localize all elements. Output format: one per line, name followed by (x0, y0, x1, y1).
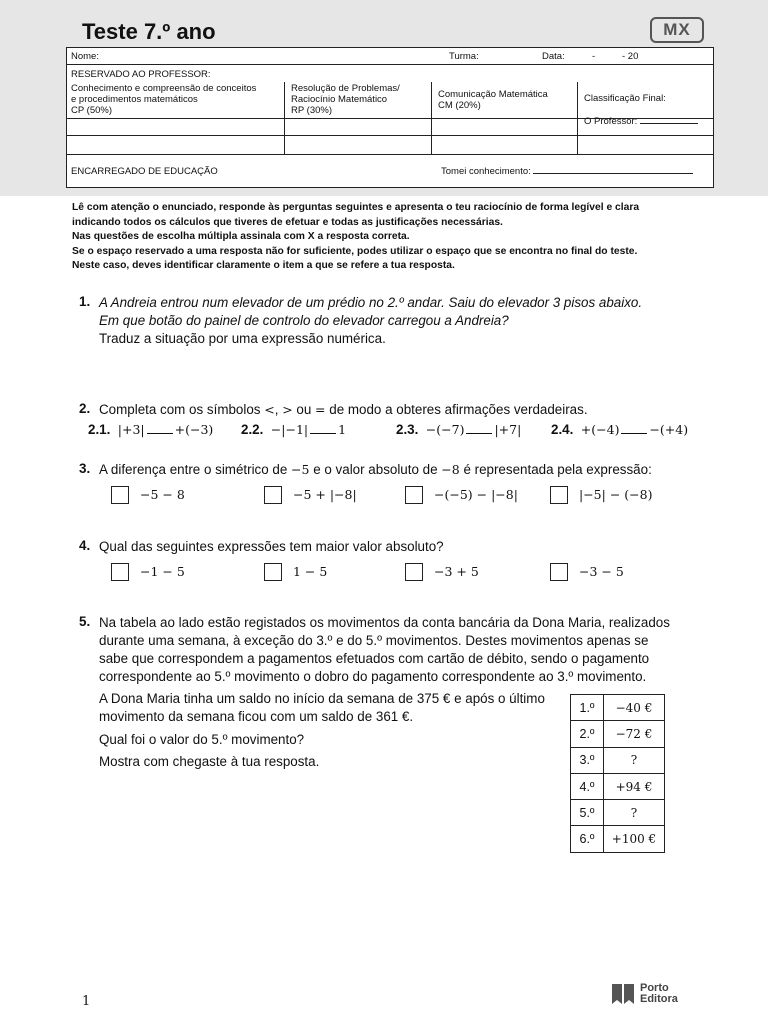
table-row (571, 800, 665, 826)
cp-label-2: e procedimentos matemáticos (71, 94, 198, 105)
instruction-line: Neste caso, deves identificar claramente o item a que se refere a tua resposta. (72, 260, 455, 272)
class-label: Turma: (449, 51, 479, 62)
q5-line: Mostra com chegaste à tua resposta. (99, 754, 320, 769)
reserved-label: RESERVADO AO PROFESSOR: (71, 69, 211, 80)
movement-number: 5.º (571, 800, 604, 826)
checkbox[interactable] (550, 563, 568, 581)
q3-number: 3. (79, 461, 91, 476)
movement-value: −72 € (604, 721, 665, 747)
q2-item-3: 2.3. −(−7) |+7| (396, 422, 522, 437)
q1-line-1: A Andreia entrou num elevador de um prédio no 2.º andar. Saiu do elevador 3 pisos abaixo. (99, 295, 643, 310)
table-row (571, 826, 665, 852)
page-title: Teste 7.º ano (82, 19, 216, 44)
date-year: - 20 (622, 51, 639, 62)
cm-label-1: Comunicação Matemática (438, 89, 548, 100)
cp-label-1: Conhecimento e compreensão de conceitos (71, 83, 257, 94)
q2-number: 2. (79, 401, 91, 416)
table-row (571, 721, 665, 747)
q2-item-2: 2.2. −|−1| 1 (241, 422, 347, 437)
movement-value: +100 € (604, 826, 665, 852)
movement-number: 1.º (571, 695, 604, 721)
q1-number: 1. (79, 294, 91, 309)
checkbox[interactable] (405, 563, 423, 581)
cp-label-3: CP (50%) (71, 105, 113, 116)
table-row (571, 773, 665, 799)
date-label: Data: (542, 51, 565, 62)
table-row (571, 747, 665, 773)
acknowledged-label: Tomei conhecimento: (441, 166, 693, 177)
q1-line-3: Traduz a situação por uma expressão numérica. (99, 331, 386, 346)
instruction-line: indicando todos os cálculos que tiveres de efetuar e todas as justificações necessárias. (72, 216, 503, 228)
instruction-line: Lê com atenção o enunciado, responde às perguntas seguintes e apresenta o teu raciocínio de forma legível e clara (72, 202, 640, 213)
movement-value: −40 € (604, 695, 665, 721)
date-dash: - (592, 51, 596, 62)
guardian-label: ENCARREGADO DE EDUCAÇÃO (71, 166, 218, 177)
movement-value: ? (604, 747, 665, 773)
publisher-name: Porto Editora (640, 982, 678, 1005)
movement-number: 6.º (571, 826, 604, 852)
answer-blank[interactable] (147, 433, 173, 434)
checkbox[interactable] (264, 486, 282, 504)
checkbox[interactable] (264, 563, 282, 581)
q4-prompt: Qual das seguintes expressões tem maior valor absoluto? (99, 539, 444, 554)
mx-logo: MX (650, 17, 704, 43)
rp-label-1: Resolução de Problemas/ (291, 83, 400, 94)
page-number: 1 (82, 994, 91, 1009)
porto-editora-icon (612, 984, 636, 1004)
q1-line-2: Em que botão do painel de controlo do elevador carregou a Andreia? (99, 313, 509, 328)
q5-number: 5. (79, 614, 91, 629)
checkbox[interactable] (550, 486, 568, 504)
q2-item-4: 2.4. +(−4) −(+4) (551, 422, 689, 437)
porto-editora-logo (612, 983, 692, 1007)
q5-line: movimento da semana ficou com um saldo de 361 €. (99, 709, 414, 724)
final-grade-label: Classificação Final: (584, 93, 666, 104)
q5-line: sabe que correspondem a pagamentos efetuados com cartão de débito, sendo o pagamento (99, 651, 650, 666)
movements-table (570, 694, 665, 853)
answer-blank[interactable] (466, 433, 492, 434)
q5-line: durante uma semana, à exceção do 3.º e do 5.º movimentos. Destes movimentos apenas se (99, 633, 649, 648)
movement-value: +94 € (604, 773, 665, 799)
checkbox[interactable] (111, 563, 129, 581)
movement-number: 3.º (571, 747, 604, 773)
movement-number: 2.º (571, 721, 604, 747)
q5-line: Na tabela ao lado estão registados os movimentos da conta bancária da Dona Maria, realizados (99, 615, 670, 630)
cm-label-2: CM (20%) (438, 100, 481, 111)
q5-line: correspondente ao 5.º movimento o dobro do pagamento correspondente ao 3.º movimento. (99, 669, 647, 684)
instruction-line: Nas questões de escolha múltipla assinala com X a resposta correta. (72, 231, 410, 243)
q5-line: Qual foi o valor do 5.º movimento? (99, 732, 305, 747)
q2-prompt: Completa com os símbolos <, > ou = de modo a obteres afirmações verdadeiras. (99, 402, 588, 417)
q3-prompt: A diferença entre o simétrico de −5 e o valor absoluto de −8 é representada pela expressão: (99, 462, 652, 477)
answer-blank[interactable] (310, 433, 336, 434)
table-row (571, 695, 665, 721)
checkbox[interactable] (405, 486, 423, 504)
teacher-label: O Professor: (584, 116, 698, 127)
movement-number: 4.º (571, 773, 604, 799)
answer-blank[interactable] (621, 433, 647, 434)
q5-line: A Dona Maria tinha um saldo no início da semana de 375 € e após o último (99, 691, 545, 706)
checkbox[interactable] (111, 486, 129, 504)
instructions (72, 201, 722, 274)
q2-item-1: 2.1. |+3| +(−3) (88, 422, 214, 437)
rp-label-2: Raciocínio Matemático (291, 94, 388, 105)
rp-label-3: RP (30%) (291, 105, 333, 116)
name-label: Nome: (71, 51, 99, 62)
q4-number: 4. (79, 538, 91, 553)
instruction-line: Se o espaço reservado a uma resposta não for suficiente, podes utilizar o espaço que se encontra no final do teste. (72, 245, 638, 257)
student-info-form (66, 47, 714, 188)
movement-value: ? (604, 800, 665, 826)
